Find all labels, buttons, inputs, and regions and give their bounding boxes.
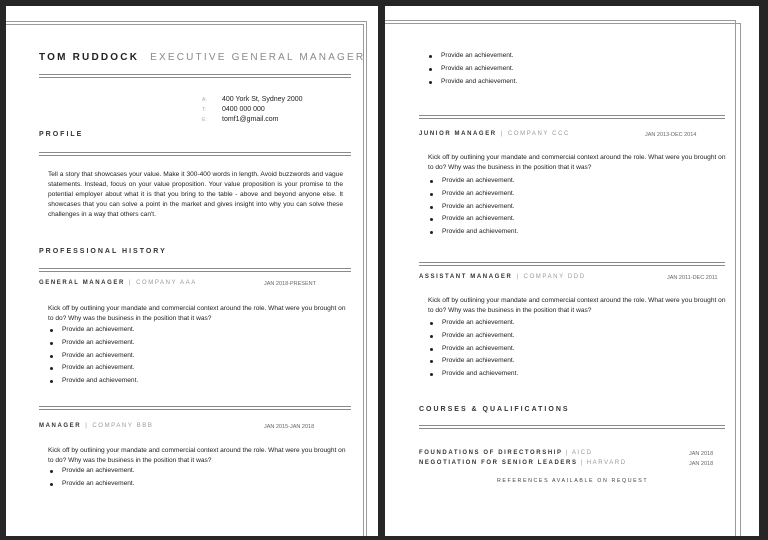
job-2-heading: MANAGER | COMPANY BBB — [39, 423, 154, 429]
course-item-1: FOUNDATIONS OF DIRECTORSHIP | AICD — [419, 450, 593, 456]
course-institution: AICD — [571, 450, 593, 456]
job-company: COMPANY BBB — [92, 423, 154, 429]
job-2-achievements — [48, 465, 135, 491]
job-title: JUNIOR MANAGER — [419, 131, 497, 137]
candidate-role: EXECUTIVE GENERAL MANAGER — [150, 52, 366, 63]
courses-divider — [419, 425, 725, 429]
address-label: A: — [202, 97, 207, 103]
job-1-description: Kick off by outlining your mandate and commercial context around the role. What were you brought on to do? Why was the business in the position that it was? — [48, 305, 346, 322]
course-title: FOUNDATIONS OF DIRECTORSHIP — [419, 450, 563, 456]
profile-text: Tell a story that showcases your value. Make it 300-400 words in length. Avoid buzzwords and vague statements. Instead, focus on your value proposition. Your value proposition is your promise to the potential employer about what it is that you bring to the table - above and beyond anyone else. It showcases that you can solve a point in the market and gives insight into why you can solve these challenges in a way that others can't. — [48, 171, 343, 218]
course-title: NEGOTIATION FOR SENIOR LEADERS — [419, 460, 578, 466]
list-item: Provide an achievement. — [427, 50, 517, 63]
list-item: Provide and achievement. — [427, 76, 517, 89]
profile-divider — [39, 152, 351, 156]
phone-label: T: — [202, 107, 206, 113]
history-divider — [39, 268, 351, 272]
job-3-heading: JUNIOR MANAGER | COMPANY CCC — [419, 131, 570, 137]
course-item-2: NEGOTIATION FOR SENIOR LEADERS | HARVARD — [419, 460, 627, 466]
list-item: Provide and achievement. — [428, 368, 518, 381]
courses-heading: COURSES & QUALIFICATIONS — [419, 406, 570, 413]
job-3-divider — [419, 115, 725, 119]
profile-heading: PROFILE — [39, 131, 84, 138]
job-title: GENERAL MANAGER — [39, 280, 125, 286]
job-2-date: JAN 2015-JAN 2018 — [264, 424, 315, 430]
contact-email — [202, 115, 303, 125]
resume-page-1 — [6, 6, 378, 536]
job-3-achievements — [428, 175, 518, 239]
header-divider — [39, 74, 351, 78]
job-4-achievements — [428, 317, 518, 381]
list-item: Provide an achievement. — [428, 330, 518, 343]
job-3-description: Kick off by outlining your mandate and commercial context around the role. What were you brought on to do? Why was the business in the position that it was? — [428, 154, 726, 171]
resume-page-2 — [385, 6, 759, 536]
address-value: 400 York St, Sydney 2000 — [222, 96, 303, 103]
job-company: COMPANY DDD — [523, 274, 586, 280]
job-4-heading: ASSISTANT MANAGER | COMPANY DDD — [419, 274, 586, 280]
job-2-description: Kick off by outlining your mandate and commercial context around the role. What were you brought on to do? Why was the business in the position that it was? — [48, 447, 346, 464]
list-item: Provide and achievement. — [48, 375, 138, 388]
candidate-name: TOM RUDDOCK — [39, 52, 140, 63]
contact-address — [202, 95, 303, 105]
contact-phone — [202, 105, 303, 115]
list-item: Provide an achievement. — [428, 213, 518, 226]
list-item: Provide an achievement. — [428, 175, 518, 188]
list-item: Provide an achievement. — [427, 63, 517, 76]
job-title: MANAGER — [39, 423, 82, 429]
job-1-achievements — [48, 324, 138, 388]
list-item: Provide an achievement. — [48, 350, 138, 363]
contact-block — [202, 95, 303, 125]
course-institution: HARVARD — [586, 460, 627, 466]
list-item: Provide an achievement. — [428, 355, 518, 368]
job-3-date: JAN 2013-DEC 2014 — [645, 132, 697, 138]
job-4-description: Kick off by outlining your mandate and commercial context around the role. What were you brought on to do? Why was the business in the position that it was? — [428, 297, 726, 314]
job-4-date: JAN 2011-DEC 2011 — [667, 275, 718, 281]
phone-value: 0400 000 000 — [222, 106, 265, 113]
list-item: Provide an achievement. — [48, 324, 138, 337]
email-value: tomf1@gmail.com — [222, 116, 279, 123]
list-item: Provide an achievement. — [48, 465, 135, 478]
job-company: COMPANY CCC — [507, 131, 570, 137]
list-item: Provide an achievement. — [428, 343, 518, 356]
header-name-line — [39, 52, 365, 63]
history-heading: PROFESSIONAL HISTORY — [39, 248, 167, 255]
job-2-divider — [39, 406, 351, 410]
course-2-date: JAN 2018 — [689, 461, 714, 467]
list-item: Provide an achievement. — [48, 362, 138, 375]
list-item: Provide an achievement. — [48, 337, 138, 350]
job-1-heading: GENERAL MANAGER | COMPANY AAA — [39, 280, 197, 286]
list-item: Provide an achievement. — [48, 478, 135, 491]
job-2-achievements-continued — [427, 50, 517, 88]
job-4-divider — [419, 262, 725, 266]
list-item: Provide an achievement. — [428, 317, 518, 330]
references-note: REFERENCES AVAILABLE ON REQUEST — [497, 478, 649, 484]
list-item: Provide an achievement. — [428, 201, 518, 214]
list-item: Provide and achievement. — [428, 226, 518, 239]
job-company: COMPANY AAA — [136, 280, 197, 286]
list-item: Provide an achievement. — [428, 188, 518, 201]
job-title: ASSISTANT MANAGER — [419, 274, 513, 280]
email-label: E: — [202, 117, 207, 123]
job-1-date: JAN 2018-PRESENT — [264, 281, 316, 287]
course-1-date: JAN 2018 — [689, 451, 714, 457]
